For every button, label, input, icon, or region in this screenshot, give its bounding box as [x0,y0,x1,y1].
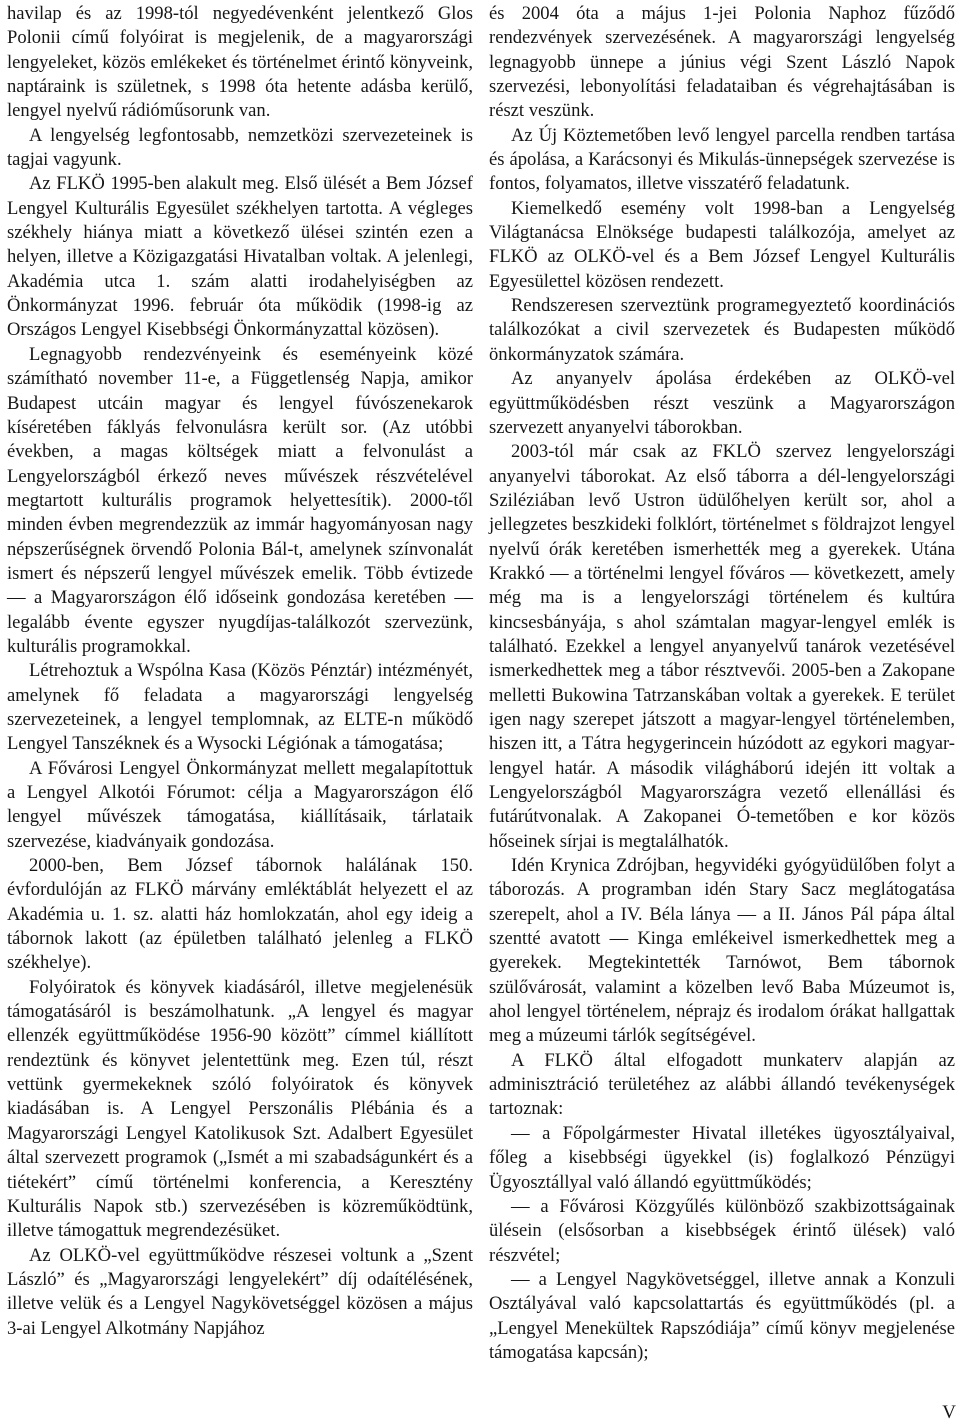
paragraph: Folyóiratok és könyvek kiadásáról, illetve megjelenésük támogatásáról is beszámolhatunk. „A lengyel és magyar ellenzék együttműködése 1956-90 között” címmel kiállított rendeztünk és könyvet jelentettünk meg. Ezen túl, részt vettünk gyermekeknek szóló folyóiratok és könyvek kiadásában is. A Lengyel Perszonális Plébánia és a Magyarországi Lengyel Katolikusok Szt. Adalbert Egyesület által szervezett programok („Ismét a mi szabadságunkért és a tiétekért” című történelmi konferencia, a Keresztény Kulturális Napok stb.) szervezésében is közreműködtünk, illetve támogattuk megrendezésüket. [7,976,473,1242]
paragraph: — a Lengyel Nagykövetséggel, illetve annak a Konzuli Osztályával való kapcsolattartás és együttműködés (pl. a „Lengyel Menekültek Rapszódiája” című könyv megjelenése támogatása kapcsán); [489,1268,955,1363]
paragraph: Az Új Köztemetőben levő lengyel parcella rendben tartása és ápolása, a Karácsonyi és Mikulás-ünnepségek szervezése is fontos, folyamatos, illetve visszatérő feladatunk. [489,124,955,195]
paragraph: Az FLKÖ 1995-ben alakult meg. Első ülését a Bem József Lengyel Kulturális Egyesület székhelyen tartotta. A végleges székhely hiánya miatt a következő ülései szintén ezen a helyen, illetve a Közigazgatási Hivatalban voltak. A jelenlegi, Akadémia utca 1. szám alatti irodahelyiségben az Önkormányzat 1996. február óta működik (1998-ig az Országos Lengyel Kisebbségi Önkormányzattal közösen). [7,173,473,341]
left-column [7,2,473,1341]
paragraph: 2000-ben, Bem József tábornok halálának 150. évfordulóján az FLKÖ márvány emléktáblát helyezett el az Akadémia u. 1. sz. alatti ház homlokzatán, ahol egy ideig a tábornok lakott (az épületben található jelenleg a FLKÖ székhelye). [7,855,473,974]
paragraph: A FLKÖ által elfogadott munkaterv alapján az adminisztráció területéhez az alábbi állandó tevékenységek tartoznak: [489,1049,955,1120]
paragraph: Legnagyobb rendezvényeink és eseményeink közé számítható november 11-e, a Függetlenség Napja, amikor Budapest utcáin magyar és lengyel fúvószenekarok kíséretében fáklyás felvonulásra került sor. (Az utóbbi években, a magas költségek miatt a felvonulást a Lengyelországból érkező neves művészek részvételével megtartott kulturális programok helyettesítik). 2000-től minden évben megrendezzük az immár hagyományosan nagy népszerűségnek örvendő Polonia Bál-t, amelynek színvonalát ismert és népszerű lengyel művészek emelik. Több évtizede — a Magyarországon élő időseink gondozása keretében — legalább évente egyszer nyugdíjas-találkozót szervezünk, kulturális programokkal. [7,343,473,657]
paragraph: Az anyanyelv ápolása érdekében az OLKÖ-vel együttműködésben részt veszünk a Magyarországon szervezett anyanyelvi táborokban. [489,368,955,438]
paragraph: — a Főpolgármester Hivatal illetékes ügyosztályaival, főleg a kisebbségi ügyekkel (is) foglalkozó Pénzügyi Ügyosztállyal való állandó együttműködés; [489,1122,955,1193]
paragraph: Kiemelkedő esemény volt 1998-ban a Lengyelség Világtanácsa Elnöksége budapesti találkozója, amelyet az FLKÖ az OLKÖ-vel és a Bem József Lengyel Kulturális Egyesülettel közösen rendezett. [489,197,955,292]
paragraph: Idén Krynica Zdrójban, hegyvidéki gyógyüdülőben folyt a táborozás. A programban idén Stary Sacz meglátogatása szerepelt, ahol a IV. Béla lánya — a II. János Pál pápa által szentté avatott — Kinga emlékeivel ismerkedhettek meg a gyerekek. Megtekintették Tarnówot, Bem tábornok szülővárosát, valamint a közelben levő Baba Múzeumot is, ahol lengyel történelem, néprajz és irodalom órákat hallgattak meg a múzeumi tárlók segítségével. [489,855,955,1047]
paragraph: és 2004 óta a május 1-jei Polonia Naphoz fűződő rendezvények szervezésének. A magyarországi lengyelség legnagyobb ünnepe a június végi Szent László Napok szervezési, lebonyolítási feladataiban és végrehajtásában is részt veszünk. [489,3,955,122]
paragraph: Rendszeresen szerveztünk programegyeztető koordinációs találkozókat a civil szervezetek és Budapesten működő önkormányzatok számára. [489,295,955,365]
paragraph: A Fővárosi Lengyel Önkormányzat mellett megalapítottuk a Lengyel Alkotói Fórumot: célja a Magyarországon élő lengyel művészek támogatása, kiállításaik, tárlataik szervezése, kiadványaik gondozása. [7,757,473,852]
paragraph: Létrehoztuk a Wspólna Kasa (Közös Pénztár) intézményét, amelynek fő feladata a magyarországi lengyelség szervezeteinek, a lengyel templomnak, az ELTE-n működő Lengyel Tanszéknek és a Wysocki Légiónak a támogatása; [7,660,473,755]
page-number: V [942,1402,956,1423]
paragraph: havilap és az 1998-tól negyedévenként jelentkező Glos Polonii című folyóirat is megjelenik, de a magyarországi lengyeleket, közös emlékeket és történelmet érintő könyveink, naptáraink is születnek, s 1998 óta hetente adásba kerülő, lengyel nyelvű rádióműsorunk van. [7,3,473,122]
right-column [489,2,955,1365]
paragraph: — a Fővárosi Közgyűlés különböző szakbizottságainak ülésein (elsősorban a kisebbségek érintő ülések) való részvétel; [489,1195,955,1266]
paragraph: 2003-tól már csak az FKLÖ szervez lengyelországi anyanyelvi táborokat. Az első táborra a dél-lengyelországi Sziléziában levő Ustron üdülőhelyen került sor, ahol a jellegzetes beszkideki folklórt, történelmet s földrajzot lengyel nyelvű órák keretében ismerhették meg a gyerekek. Utána Krakkó — a történelmi lengyel főváros — következett, amely még ma is a lengyelországi történelem és kultúra kincsesbányája, s ahol számtalan magyar-lengyel emlék is található. Ezekkel a lengyel anyanyelvű tanárok vezetésével ismerkedhettek meg a tábor résztvevői. 2005-ben a Zakopane melletti Bukowina Tatrzanskában voltak a gyerekek. E terület igen nagy szerepet játszott a magyar-lengyel történelemben, hiszen itt, a Tátra hegygerincein húzódott az egykori magyar-lengyel határ. A második világháború idején itt voltak a Lengyelországból Magyarországra vezető ellenállási és futárútvonalak. A Zakopanei Ó-temetőben e kor közös hőseinek sírjai is megtalálhatók. [489,441,955,852]
paragraph: A lengyelség legfontosabb, nemzetközi szervezeteinek is tagjai vagyunk. [7,124,473,171]
paragraph: Az OLKÖ-vel együttműködve részesei voltunk a „Szent László” és „Magyarországi lengyelekért” díj odaítélésének, illetve velük és a Lengyel Nagykövetséggel közösen a május 3-ai Lengyel Alkotmány Napjához [7,1244,473,1339]
